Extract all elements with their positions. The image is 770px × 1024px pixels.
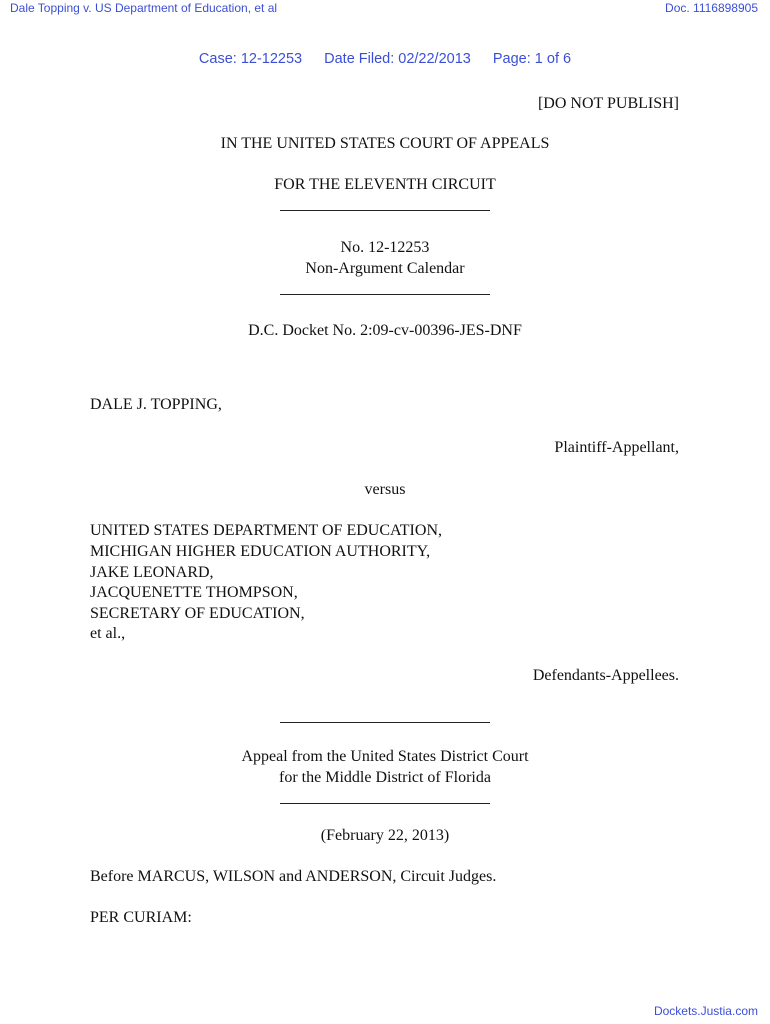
divider (280, 294, 490, 295)
calendar-type: Non-Argument Calendar (305, 260, 465, 277)
defendants-role: Defendants-Appellees. (532, 667, 679, 684)
defendant-line: MICHIGAN HIGHER EDUCATION AUTHORITY, (90, 543, 431, 560)
court-name: IN THE UNITED STATES COURT OF APPEALS (220, 135, 550, 152)
versus: versus (364, 481, 406, 498)
district-docket: D.C. Docket No. 2:09-cv-00396-JES-DNF (248, 322, 522, 339)
circuit-name: FOR THE ELEVENTH CIRCUIT (274, 176, 496, 193)
defendant-line: et al., (90, 625, 126, 642)
document-title-link[interactable]: Dale Topping v. US Department of Education, et al (10, 1, 278, 15)
divider (280, 803, 490, 804)
divider (280, 722, 490, 723)
plaintiff-name: DALE J. TOPPING, (90, 396, 222, 413)
plaintiff-role: Plaintiff-Appellant, (554, 439, 679, 456)
defendant-line: UNITED STATES DEPARTMENT OF EDUCATION, (90, 522, 442, 539)
defendant-line: JAKE LEONARD, (90, 564, 214, 581)
document-number: Doc. 1116898905 (665, 1, 758, 15)
page-number: Page: 1 of 6 (492, 51, 572, 67)
divider (280, 210, 490, 211)
case-info-line (0, 51, 770, 67)
case-number: Case: 12-12253 (198, 51, 303, 67)
decision-date: (February 22, 2013) (320, 827, 450, 844)
appeal-from-line: Appeal from the United States District Court (241, 748, 529, 765)
publish-note: [DO NOT PUBLISH] (537, 95, 679, 112)
defendant-line: SECRETARY OF EDUCATION, (90, 605, 305, 622)
appeal-case-number: No. 12-12253 (340, 239, 430, 256)
district-court-line: for the Middle District of Florida (279, 769, 491, 786)
defendant-line: JACQUENETTE THOMPSON, (90, 584, 298, 601)
date-filed: Date Filed: 02/22/2013 (324, 51, 471, 67)
justia-link[interactable]: Dockets.Justia.com (653, 1004, 758, 1018)
per-curiam: PER CURIAM: (90, 909, 192, 926)
judges-line: Before MARCUS, WILSON and ANDERSON, Circuit Judges. (90, 868, 497, 885)
